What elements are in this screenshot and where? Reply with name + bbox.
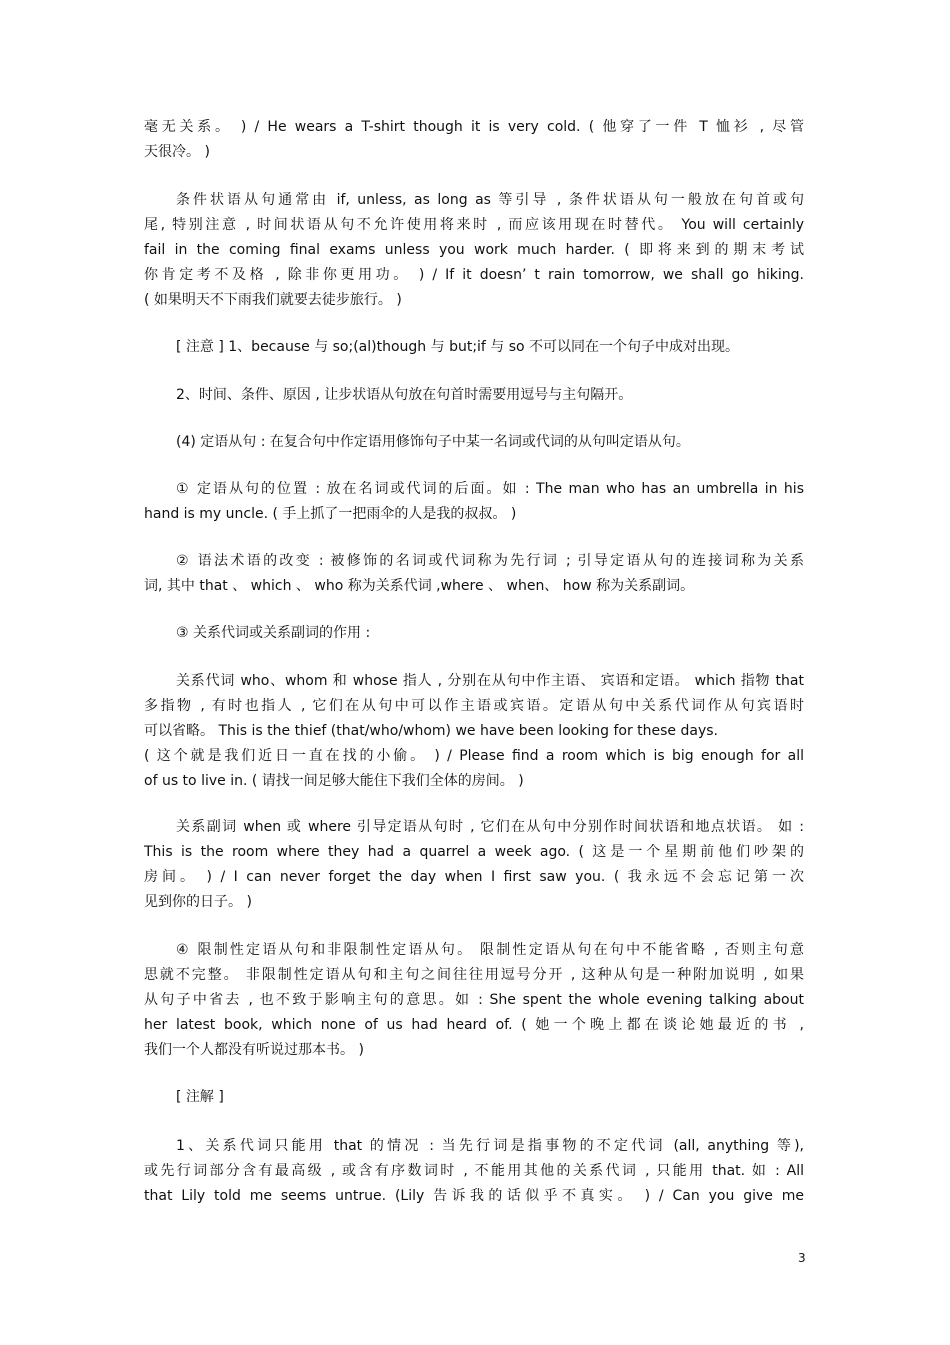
paragraph: [144, 621, 804, 646]
page-number: 3: [798, 1251, 806, 1265]
text-line: 你肯定考不及格 , 除非你更用功。 ) / If it doesn’ t rain tomorrow, we shall go hiking.: [144, 267, 804, 283]
paragraph: [144, 815, 804, 915]
text-line: ① 定语从句的位置 : 放在名词或代词的后面。如 : The man who has an umbrella in his: [176, 481, 804, 497]
text-line: fail in the coming final exams unless you work much harder. ( 即将来到的期末考试: [144, 242, 804, 258]
paragraph: [144, 938, 804, 1063]
text-line: (4) 定语从句 : 在复合句中作定语用修饰句子中某一名词或代词的从句叫定语从句。: [176, 434, 690, 450]
paragraph: [144, 335, 804, 360]
text-line: 1、关系代词只能用 that 的情况 : 当先行词是指事物的不定代词 (all, anything 等),: [176, 1138, 804, 1154]
paragraph: [144, 669, 804, 794]
text-line: 关系副词 when 或 where 引导定语从句时 , 它们在从句中分别作时间状语和地点状语。 如 :: [176, 819, 804, 835]
text-line: that Lily told me seems untrue. (Lily 告诉我的话似乎不真实。 ) / Can you give me: [144, 1188, 804, 1204]
text-line: 关系代词 who、whom 和 whose 指人 , 分别在从句中作主语、 宾语和定语。 which 指物 that: [176, 673, 804, 689]
text-line: 2、时间、条件、原因 , 让步状语从句放在句首时需要用逗号与主句隔开。: [176, 387, 633, 403]
text-line: 可以省略。 This is the thief (that/who/whom) we have been looking for these days.: [144, 723, 718, 739]
text-line: her latest book, which none of us had heard of. ( 她一个晚上都在谈论她最近的书 ,: [144, 1017, 804, 1033]
text-line: 词, 其中 that 、 which 、 who 称为关系代词 ,where 、 when、 how 称为关系副词。: [144, 578, 695, 594]
text-line: 从句子中省去 , 也不致于影响主句的意思。如 : She spent the whole evening talking about: [144, 992, 804, 1008]
paragraph: [144, 549, 804, 599]
text-line: ④ 限制性定语从句和非限制性定语从句。 限制性定语从句在句中不能省略 , 否则主句意: [176, 942, 804, 958]
text-line: [ 注解 ]: [176, 1089, 224, 1105]
text-line: 或先行词部分含有最高级 , 或含有序数词时 , 不能用其他的关系代词 , 只能用 that. 如 : All: [144, 1163, 804, 1179]
text-line: ② 语法术语的改变 : 被修饰的名词或代词称为先行词 ; 引导定语从句的连接词称为关系: [176, 553, 804, 569]
text-line: [ 注意 ] 1、because 与 so;(al)though 与 but;if 与 so 不可以同在一个句子中成对出现。: [176, 339, 740, 355]
paragraph: [144, 383, 804, 408]
text-line: 天很冷。 ): [144, 144, 210, 160]
text-line: 我们一个人都没有听说过那本书。 ): [144, 1042, 364, 1058]
text-line: of us to live in. ( 请找一间足够大能住下我们全体的房间。 ): [144, 773, 524, 789]
text-line: 毫无关系。 ) / He wears a T-shirt though it is very cold. ( 他穿了一件 T 恤衫 , 尽管: [144, 119, 804, 135]
text-line: This is the room where they had a quarrel a week ago. ( 这是一个星期前他们吵架的: [144, 844, 804, 860]
text-line: ③ 关系代词或关系副词的作用 :: [176, 625, 371, 641]
section-heading: [144, 430, 804, 455]
text-line: 多指物 , 有时也指人 , 它们在从句中可以作主语或宾语。定语从句中关系代词作从句宾语时: [144, 698, 804, 714]
text-line: 见到你的日子。 ): [144, 894, 252, 910]
text-line: 房间。 ) / I can never forget the day when I first saw you. ( 我永远不会忘记第一次: [144, 869, 804, 885]
text-line: ( 这个就是我们近日一直在找的小偷。 ) / Please find a room which is big enough for all: [144, 748, 804, 764]
text-line: 思就不完整。 非限制性定语从句和主句之间往往用逗号分开 , 这种从句是一种附加说明 , 如果: [144, 967, 804, 983]
text-line: 尾, 特别注意 , 时间状语从句不允许使用将来时 , 而应该用现在时替代。 You will certainly: [144, 217, 804, 233]
text-line: ( 如果明天不下雨我们就要去徒步旅行。 ): [144, 292, 402, 308]
paragraph: [144, 115, 804, 165]
paragraph: [144, 188, 804, 313]
text-line: hand is my uncle. ( 手上抓了一把雨伞的人是我的叔叔。 ): [144, 506, 517, 522]
paragraph: [144, 1134, 804, 1209]
paragraph: [144, 477, 804, 527]
text-line: 条件状语从句通常由 if, unless, as long as 等引导 , 条件状语从句一般放在句首或句: [176, 192, 804, 208]
paragraph: [144, 1085, 804, 1110]
